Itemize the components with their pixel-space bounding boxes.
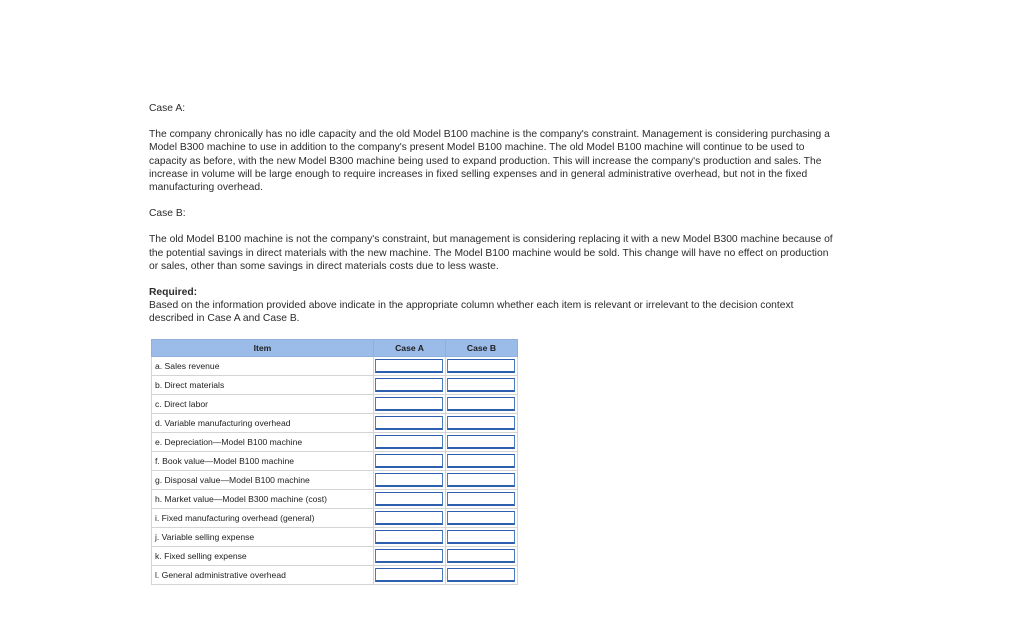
- case-a-dropdown[interactable]: [375, 530, 443, 544]
- case-a-cell: [374, 357, 446, 376]
- case-a-dropdown[interactable]: [375, 568, 443, 582]
- case-a-cell: [374, 471, 446, 490]
- case-b-cell: [446, 509, 518, 528]
- item-label: a. Sales revenue: [152, 357, 374, 376]
- case-a-dropdown[interactable]: [375, 378, 443, 392]
- item-label: i. Fixed manufacturing overhead (general): [152, 509, 374, 528]
- table-row: [152, 395, 518, 414]
- case-a-cell: [374, 414, 446, 433]
- table-row: [152, 433, 518, 452]
- case-b-cell: [446, 566, 518, 585]
- case-a-dropdown[interactable]: [375, 549, 443, 563]
- item-label: g. Disposal value—Model B100 machine: [152, 471, 374, 490]
- case-b-cell: [446, 414, 518, 433]
- case-b-cell: [446, 490, 518, 509]
- case-b-dropdown[interactable]: [447, 568, 515, 582]
- item-label: f. Book value—Model B100 machine: [152, 452, 374, 471]
- case-b-label: Case B:: [149, 208, 186, 220]
- case-b-dropdown[interactable]: [447, 435, 515, 449]
- item-label: c. Direct labor: [152, 395, 374, 414]
- case-a-cell: [374, 566, 446, 585]
- case-b-cell: [446, 433, 518, 452]
- case-a-cell: [374, 395, 446, 414]
- case-a-cell: [374, 528, 446, 547]
- table-row: [152, 509, 518, 528]
- case-a-dropdown[interactable]: [375, 454, 443, 468]
- table-row: [152, 528, 518, 547]
- case-b-cell: [446, 376, 518, 395]
- item-label: l. General administrative overhead: [152, 566, 374, 585]
- case-b-dropdown[interactable]: [447, 378, 515, 392]
- case-b-cell: [446, 471, 518, 490]
- table-row: [152, 452, 518, 471]
- case-b-body: The old Model B100 machine is not the company's constraint, but management is considering replacing it with a new Model B300 machine because of the potential savings in direct materials with the new machine. The Model B100 machine would be sold. This change will have no effect on production or sales, other than some savings in direct materials costs due to less waste.: [149, 234, 833, 272]
- case-b-dropdown[interactable]: [447, 416, 515, 430]
- case-a-cell: [374, 490, 446, 509]
- case-b-cell: [446, 357, 518, 376]
- table-row: [152, 414, 518, 433]
- item-label: h. Market value—Model B300 machine (cost): [152, 490, 374, 509]
- header-case-a: Case A: [374, 340, 446, 357]
- case-a-dropdown[interactable]: [375, 511, 443, 525]
- case-a-cell: [374, 509, 446, 528]
- table-row: [152, 566, 518, 585]
- case-b-cell: [446, 395, 518, 414]
- case-a-cell: [374, 452, 446, 471]
- case-b-cell: [446, 528, 518, 547]
- case-b-cell: [446, 452, 518, 471]
- problem-text: [149, 102, 839, 326]
- table-header-row: [152, 340, 518, 357]
- table-row: [152, 547, 518, 566]
- case-b-dropdown[interactable]: [447, 549, 515, 563]
- case-b-dropdown[interactable]: [447, 492, 515, 506]
- case-a-label: Case A:: [149, 103, 186, 114]
- item-label: d. Variable manufacturing overhead: [152, 414, 374, 433]
- table-row: [152, 357, 518, 376]
- case-b-dropdown[interactable]: [447, 397, 515, 411]
- case-a-cell: [374, 547, 446, 566]
- case-a-dropdown[interactable]: [375, 416, 443, 430]
- item-label: b. Direct materials: [152, 376, 374, 395]
- case-b-dropdown[interactable]: [447, 511, 515, 525]
- case-a-cell: [374, 433, 446, 452]
- header-item: Item: [152, 340, 374, 357]
- item-label: j. Variable selling expense: [152, 528, 374, 547]
- item-label: e. Depreciation—Model B100 machine: [152, 433, 374, 452]
- case-b-dropdown[interactable]: [447, 359, 515, 373]
- header-case-b: Case B: [446, 340, 518, 357]
- item-label: k. Fixed selling expense: [152, 547, 374, 566]
- case-b-dropdown[interactable]: [447, 454, 515, 468]
- required-title: Required:: [149, 287, 198, 299]
- case-a-dropdown[interactable]: [375, 397, 443, 411]
- table-row: [152, 376, 518, 395]
- case-a-dropdown[interactable]: [375, 492, 443, 506]
- case-a-dropdown[interactable]: [375, 359, 443, 373]
- case-b-dropdown[interactable]: [447, 530, 515, 544]
- table-body: [152, 357, 518, 585]
- required-body: Based on the information provided above indicate in the appropriate column whether each item is relevant or irrelevant to the decision context described in Case A and Case B.: [149, 300, 794, 325]
- case-a-dropdown[interactable]: [375, 435, 443, 449]
- relevance-table: [151, 339, 518, 585]
- table-row: [152, 490, 518, 509]
- case-b-dropdown[interactable]: [447, 473, 515, 487]
- case-a-dropdown[interactable]: [375, 473, 443, 487]
- table-row: [152, 471, 518, 490]
- case-a-body: The company chronically has no idle capacity and the old Model B100 machine is the company's constraint. Management is considering purchasing a Model B300 machine to use in addition to the company's present Model B100 machine. The old Model B100 machine will continue to be used to capacity as before, with the new Model B300 machine being used to expand production. This will increase the company's production and sales. The increase in volume will be large enough to require increases in fixed selling expenses and in general administrative overhead, but not in the fixed manufacturing overhead.: [149, 129, 830, 194]
- case-a-cell: [374, 376, 446, 395]
- case-b-cell: [446, 547, 518, 566]
